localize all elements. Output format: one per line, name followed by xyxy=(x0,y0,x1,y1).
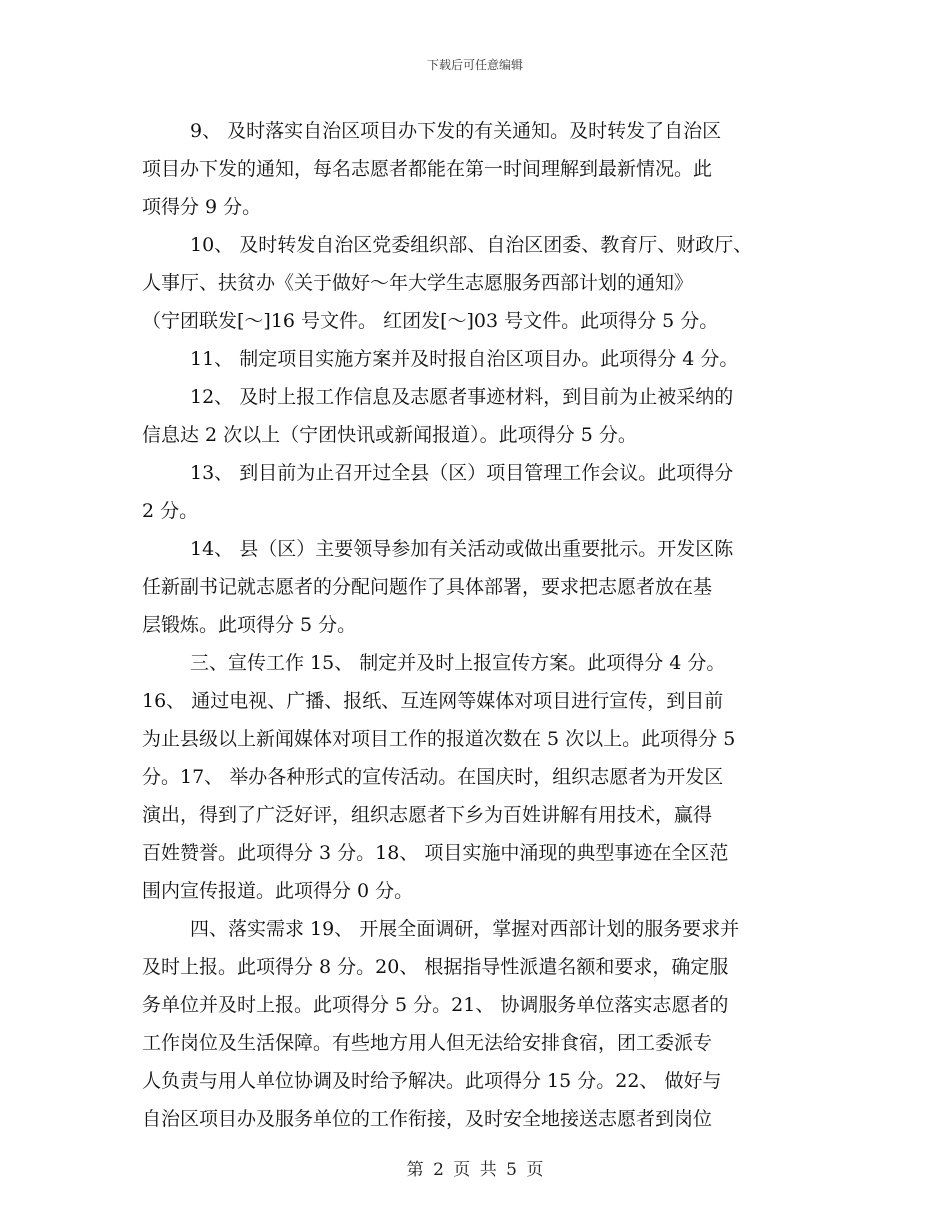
text-line: 为止县级以上新闻媒体对项目工作的报道次数在 5 次以上。此项得分 5 xyxy=(142,728,736,750)
text-line: 及时上报。此项得分 8 分。20、 根据指导性派遣名额和要求，确定服 xyxy=(142,956,729,978)
text-line: 三、宣传工作 15、 制定并及时上报宣传方案。此项得分 4 分。 xyxy=(190,652,726,674)
text-line: 人事厅、扶贫办《关于做好～年大学生志愿服务西部计划的通知》 xyxy=(142,272,694,294)
text-line: 11、 制定项目实施方案并及时报自治区项目办。此项得分 4 分。 xyxy=(190,348,739,370)
text-line: 9、 及时落实自治区项目办下发的有关通知。及时转发了自治区 xyxy=(190,120,722,142)
text-line: 项得分 9 分。 xyxy=(142,196,262,218)
text-line: 10、 及时转发自治区党委组织部、自治区团委、教育厅、财政厅、 xyxy=(190,234,753,256)
text-line: 务单位并及时上报。此项得分 5 分。21、 协调服务单位落实志愿者的 xyxy=(142,994,729,1016)
text-line: 项目办下发的通知，每名志愿者都能在第一时间理解到最新情况。此 xyxy=(142,158,713,180)
page-number-footer: 第 2 页 共 5 页 xyxy=(406,1160,544,1180)
text-line: 自治区项目办及服务单位的工作衔接，及时安全地接送志愿者到岗位 xyxy=(142,1108,713,1130)
text-line: 人负责与用人单位协调及时给予解决。此项得分 15 分。22、 做好与 xyxy=(142,1070,722,1092)
document-body xyxy=(142,112,822,1138)
text-line: 分。17、 举办各种形式的宣传活动。在国庆时，组织志愿者为开发区 xyxy=(142,766,724,788)
text-line: 信息达 2 次以上（宁团快讯或新闻报道）。此项得分 5 分。 xyxy=(142,424,637,446)
text-line: 14、 县（区）主要领导参加有关活动或做出重要批示。开发区陈 xyxy=(190,538,734,560)
text-line: 任新副书记就志愿者的分配问题作了具体部署，要求把志愿者放在基 xyxy=(142,576,713,598)
text-line: 演出，得到了广泛好评，组织志愿者下乡为百姓讲解有用技术，赢得 xyxy=(142,804,713,826)
text-line: 层锻炼。此项得分 5 分。 xyxy=(142,614,357,636)
text-line: 百姓赞誉。此项得分 3 分。18、 项目实施中涌现的典型事迹在全区范 xyxy=(142,842,729,864)
text-line: 2 分。 xyxy=(142,500,199,522)
text-line: 四、落实需求 19、 开展全面调研，掌握对西部计划的服务要求并 xyxy=(190,918,740,940)
page-header: 下载后可任意编辑 xyxy=(426,58,523,72)
text-line: 16、 通过电视、广播、报纸、互连网等媒体对项目进行宣传，到目前 xyxy=(142,690,724,712)
text-line: 工作岗位及生活保障。有些地方用人但无法给安排食宿，团工委派专 xyxy=(142,1032,713,1054)
text-line: （宁团联发[～]16 号文件。 红团发[～]03 号文件。此项得分 5 分。 xyxy=(142,310,719,332)
text-line: 13、 到目前为止召开过全县（区）项目管理工作会议。此项得分 xyxy=(190,462,734,484)
text-line: 围内宣传报道。此项得分 0 分。 xyxy=(142,880,414,902)
text-line: 12、 及时上报工作信息及志愿者事迹材料，到目前为止被采纳的 xyxy=(190,386,734,408)
